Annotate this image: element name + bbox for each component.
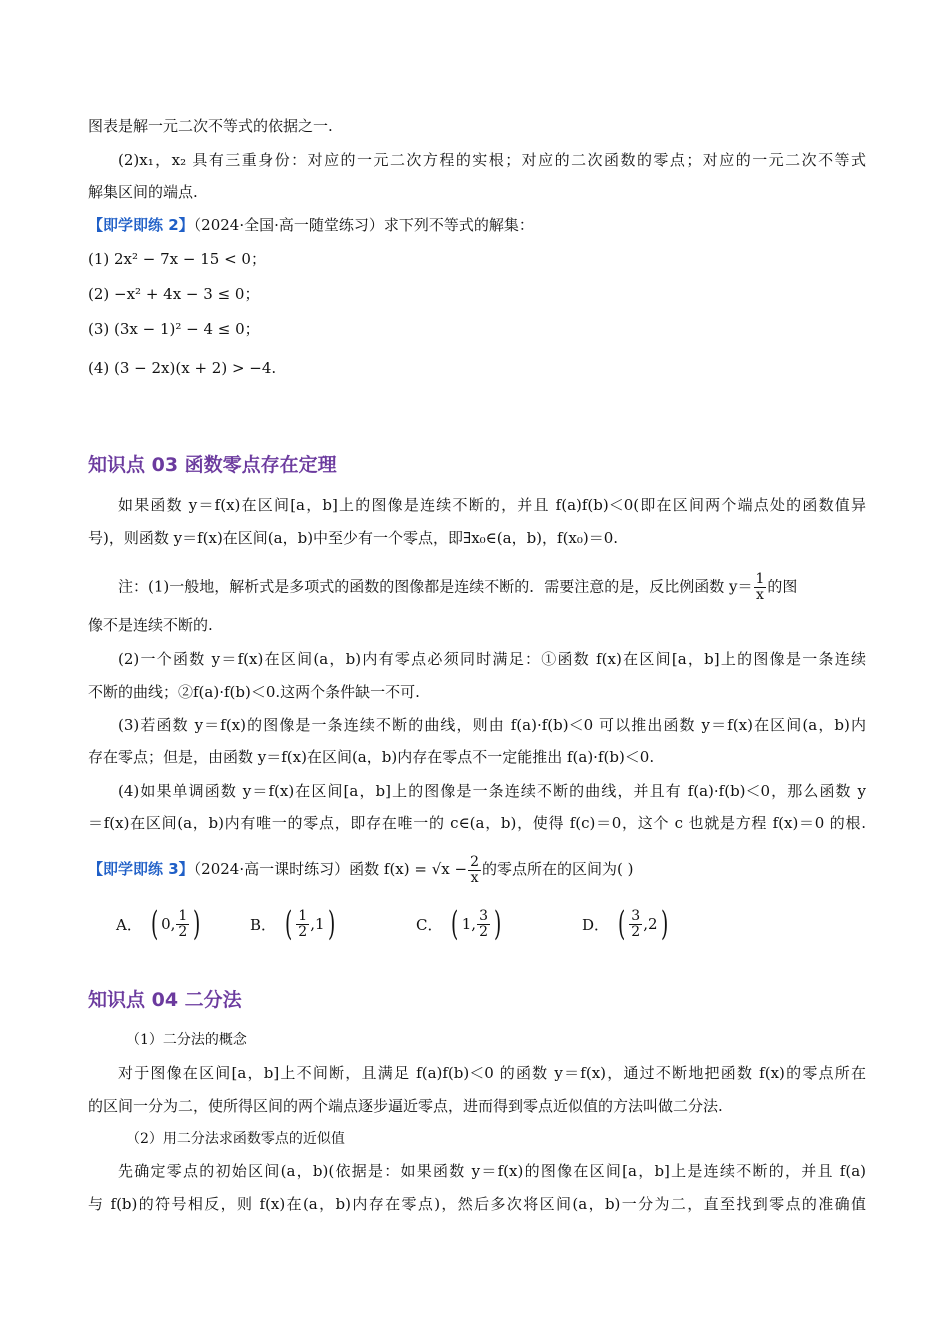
text-line: 号)，则函数 y＝f(x)在区间(a，b)中至少有一个零点，即∃x₀∈(a，b)，f(x₀)＝0. — [88, 529, 619, 547]
exercise-item: (4) (3 − 2x)(x + 2) > −4. — [88, 359, 277, 377]
text-line: 对于图像在区间[a，b]上不间断，且满足 f(a)f(b)＜0 的函数 y＝f(x)，通过不断地把函数 f(x)的零点所在 — [118, 1064, 866, 1082]
exercise-item: (1) 2x² − 7x − 15 < 0； — [88, 250, 266, 268]
exercise-item: (2) −x² + 4x − 3 ≤ 0； — [88, 285, 260, 303]
text-line: (4)如果单调函数 y＝f(x)在区间[a，b]上的图像是一条连续不断的曲线，并且有 f(a)·f(b)＜0，那么函数 y — [118, 782, 866, 800]
text-line: 与 f(b)的符号相反，则 f(x)在(a，b)内存在零点)，然后多次将区间(a，b)一分为二，直至找到零点的准确值 — [88, 1195, 866, 1213]
subheading: （2）用二分法求函数零点的近似值 — [126, 1131, 345, 1147]
note-1-line — [118, 572, 866, 603]
interval-left: 1, — [461, 915, 477, 933]
fraction-numerator: 3 — [631, 907, 641, 924]
fraction-numerator: 1 — [178, 907, 188, 924]
option-label: D． — [582, 915, 610, 934]
text-line: 像不是连续不断的. — [88, 616, 213, 634]
text-line: 不断的曲线；②f(a)·f(b)＜0.这两个条件缺一不可. — [88, 683, 420, 701]
right-paren: ) — [193, 904, 201, 944]
exercise-tag: 【即学即练 3】 — [88, 860, 194, 878]
text-line: (2)一个函数 y＝f(x)在区间(a，b)内有零点必须同时满足：①函数 f(x)在区间[a，b]上的图像是一条连续 — [118, 650, 866, 668]
exercise-3-header — [88, 852, 866, 886]
fraction-numerator: 1 — [298, 907, 308, 924]
option-a[interactable] — [116, 904, 204, 944]
left-paren: ( — [150, 904, 159, 944]
left-paren: ( — [618, 904, 626, 944]
exercise-item: (3) (3x − 1)² − 4 ≤ 0； — [88, 320, 260, 338]
exercise-tag: 【即学即练 2】 — [88, 216, 194, 234]
fraction-numerator: 2 — [470, 853, 480, 870]
fraction — [477, 909, 490, 940]
text-line: 解集区间的端点. — [88, 183, 198, 201]
option-label: A． — [116, 915, 142, 934]
interval-right: ,1 — [310, 915, 325, 933]
section-heading-03: 知识点 03 函数零点存在定理 — [88, 454, 337, 476]
text-line: 图表是解一元二次不等式的依据之一. — [88, 117, 333, 135]
text-line: 如果函数 y＝f(x)在区间[a，b]上的图像是连续不断的，并且 f(a)f(b)＜0(即在区间两个端点处的函数值异 — [118, 496, 866, 514]
text-line: 的区间一分为二，使所得区间的两个端点逐步逼近零点，进而得到零点近似值的方法叫做二分法. — [88, 1097, 723, 1115]
question-text: 的零点所在的区间为( ) — [482, 860, 634, 878]
option-label: B． — [250, 915, 277, 934]
fraction-denominator: x — [470, 869, 479, 886]
fraction — [754, 572, 767, 603]
option-d[interactable] — [582, 904, 671, 944]
note-text: 注：(1)一般地，解析式是多项式的函数的图像都是连续不断的．需要注意的是，反比例函数 y＝ — [118, 577, 753, 596]
fraction-numerator: 1 — [755, 572, 765, 587]
fraction-numerator: 3 — [479, 907, 488, 924]
function-expression: f(x) = √x − — [383, 860, 468, 878]
fraction — [468, 855, 481, 886]
section-heading-04: 知识点 04 二分法 — [88, 989, 242, 1011]
fraction-denominator: 2 — [298, 923, 308, 940]
note-text: 的图 — [767, 577, 798, 596]
fraction-denominator: 2 — [479, 923, 488, 940]
right-paren: ) — [493, 904, 502, 944]
fraction-denominator: 2 — [178, 923, 188, 940]
right-paren: ) — [660, 904, 668, 944]
text-line: (2)x₁，x₂ 具有三重身份：对应的一元二次方程的实根；对应的二次函数的零点；对应的一元二次不等式 — [118, 151, 866, 169]
text-line: 先确定零点的初始区间(a，b)(依据是：如果函数 y＝f(x)的图像在区间[a，b]上是连续不断的，并且 f(a) — [118, 1162, 866, 1180]
interval-left: 0, — [161, 915, 176, 933]
left-paren: ( — [285, 904, 293, 944]
text-line: 存在零点；但是，由函数 y＝f(x)在区间(a，b)内存在零点不一定能推出 f(a)·f(b)＜0. — [88, 748, 655, 766]
fraction — [629, 909, 642, 940]
text-line: ＝f(x)在区间(a，b)内有唯一的零点，即存在唯一的 c∈(a，b)，使得 f(c)＝0，这个 c 也就是方程 f(x)＝0 的根. — [88, 814, 866, 832]
fraction — [296, 909, 309, 940]
interval-right: ,2 — [643, 915, 658, 933]
right-paren: ) — [327, 904, 335, 944]
fraction-denominator: 2 — [631, 923, 641, 940]
left-paren: ( — [451, 904, 459, 944]
option-label: C． — [416, 915, 443, 934]
option-b[interactable] — [250, 904, 338, 944]
subheading: （1）二分法的概念 — [126, 1032, 247, 1048]
exercise-source: （2024·高一课时练习）函数 — [193, 860, 380, 878]
text-line: (3)若函数 y＝f(x)的图像是一条连续不断的曲线，则由 f(a)·f(b)＜0 可以推出函数 y＝f(x)在区间(a，b)内 — [118, 716, 866, 734]
exercise-2-header — [88, 214, 866, 236]
option-c[interactable] — [416, 904, 504, 944]
exercise-source: （2024·全国·高一随堂练习）求下列不等式的解集： — [193, 216, 534, 234]
fraction-denominator: x — [756, 587, 764, 603]
fraction — [176, 909, 189, 940]
